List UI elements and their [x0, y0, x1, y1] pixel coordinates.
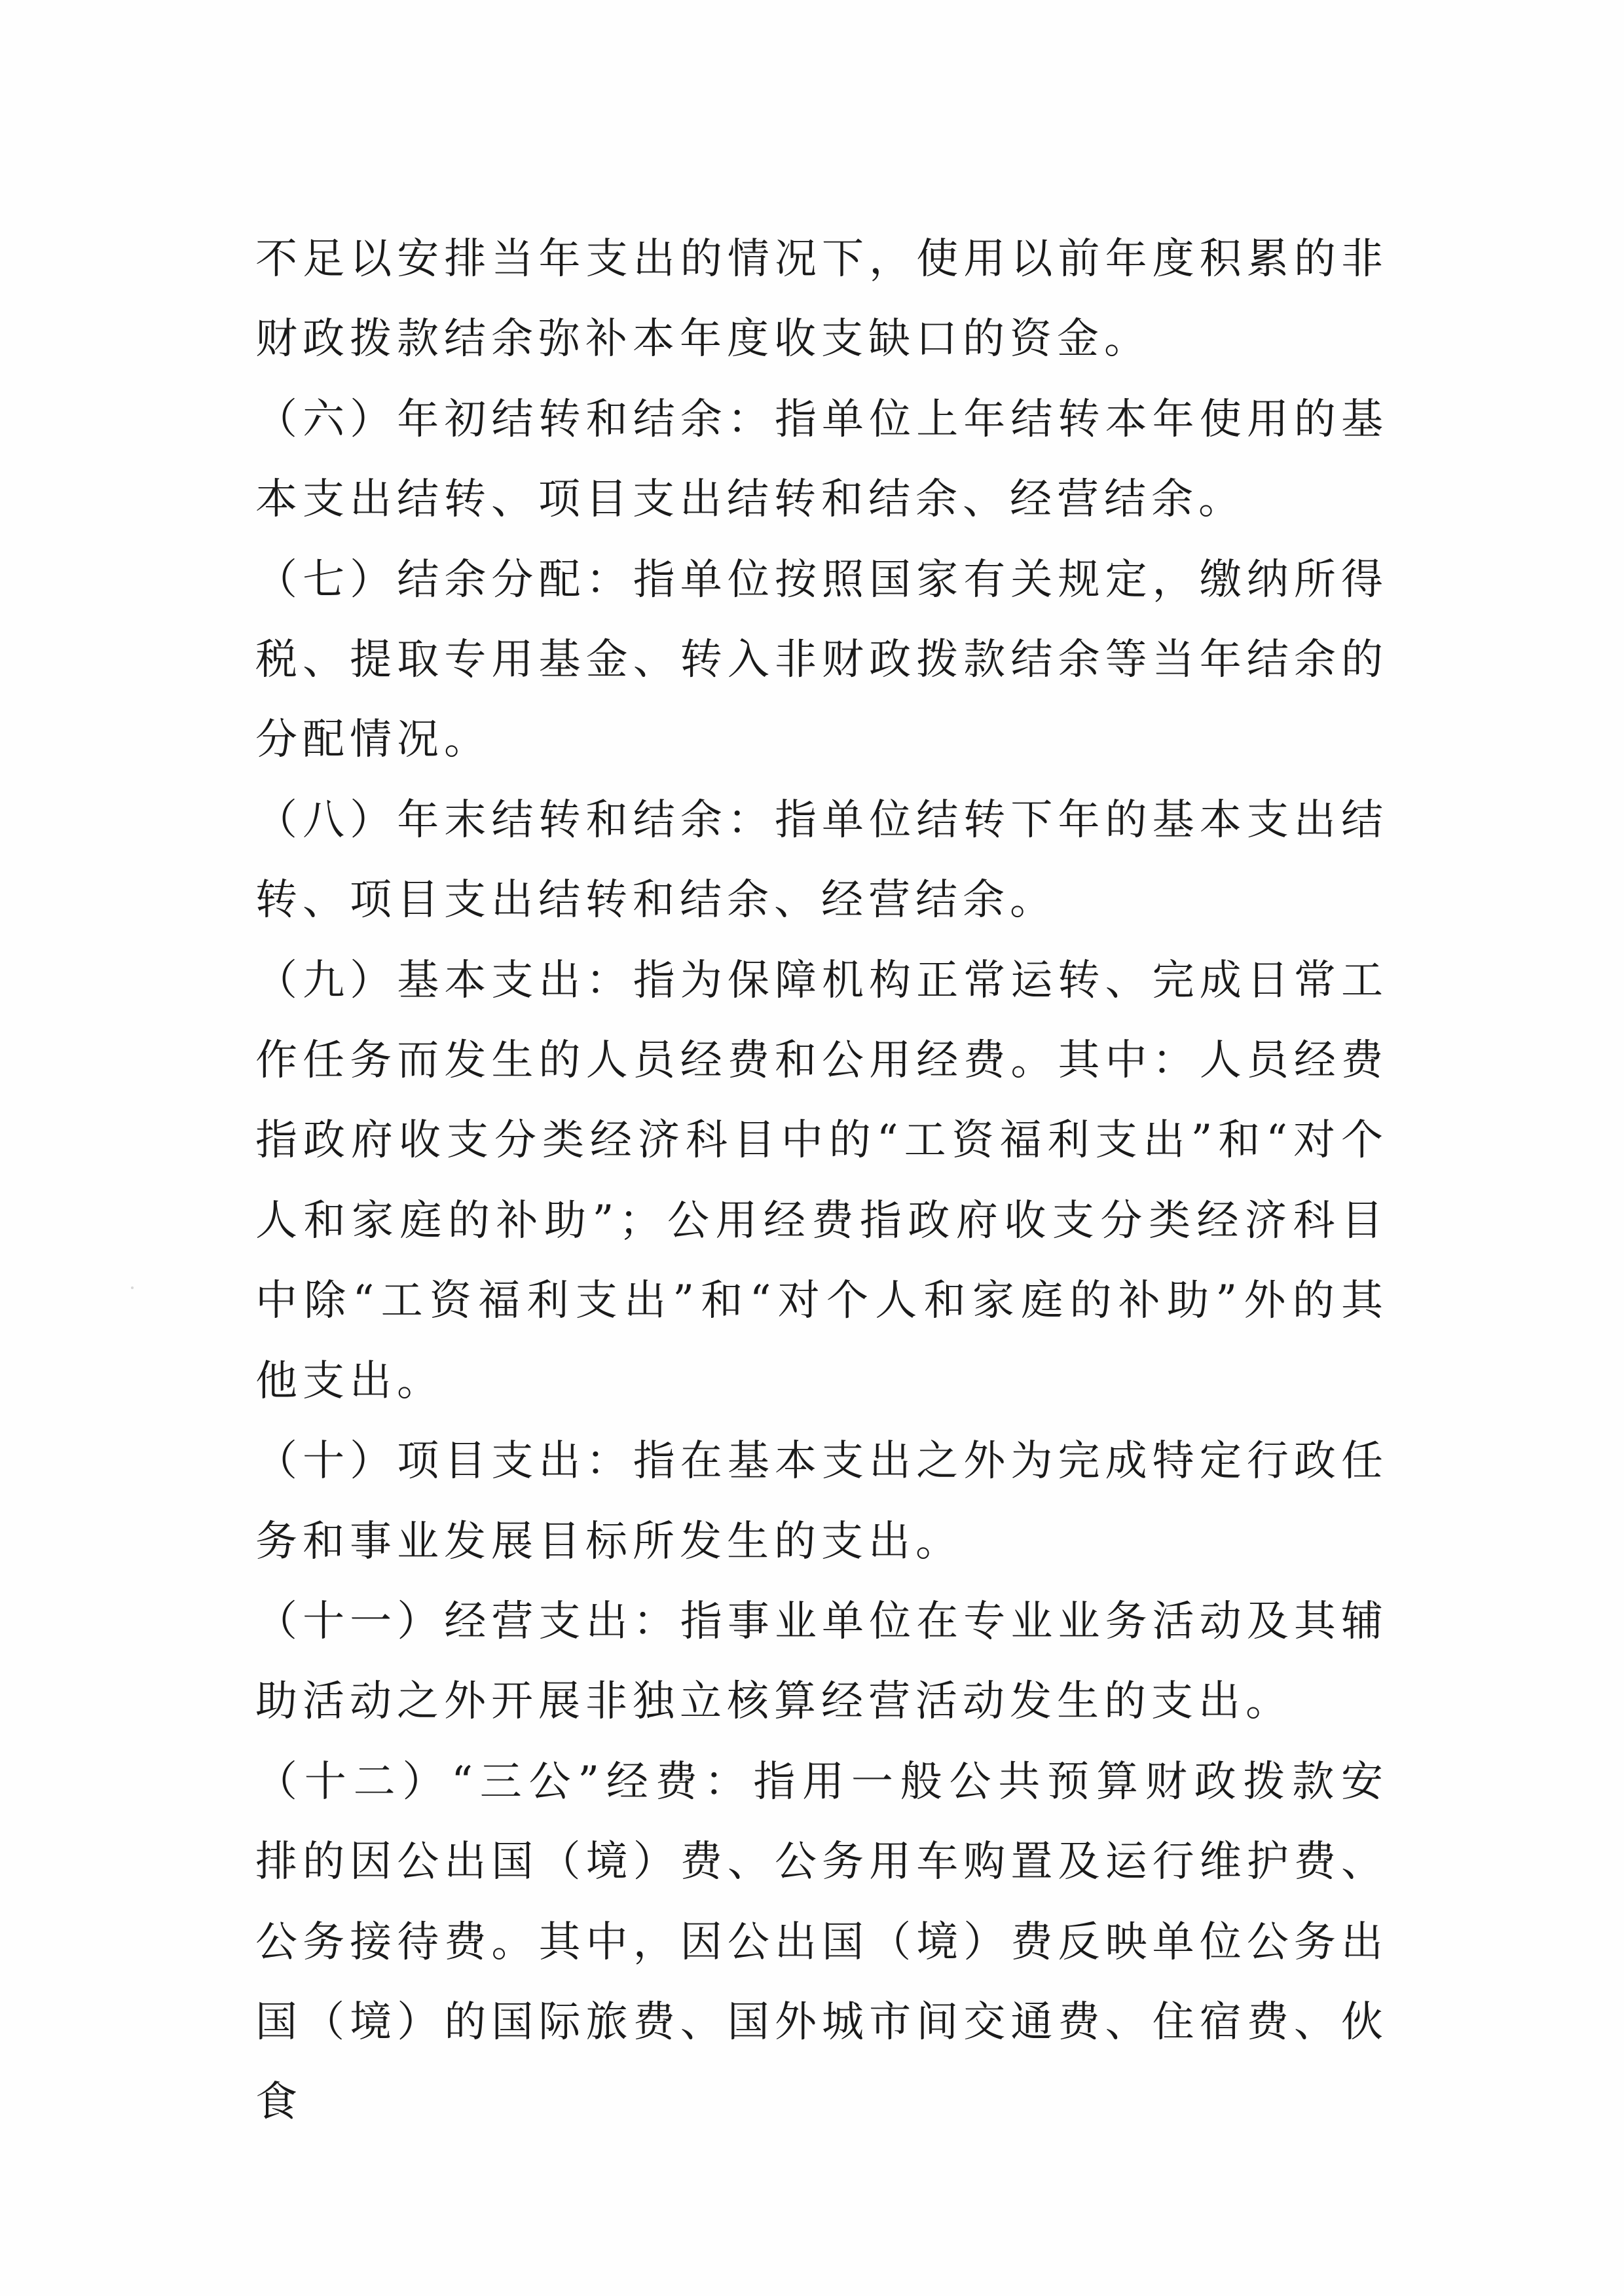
paragraph-item-7: （七）结余分配：指单位按照国家有关规定，缴纳所得税、提取专用基金、转入非财政拨款结余等当年结余的分配情况。 — [255, 555, 1388, 765]
paragraph-item-11: （十一）经营支出：指事业单位在专业业务活动及其辅助活动之外开展非独立核算经营活动发生的支出。 — [255, 1597, 1388, 1726]
paragraph-item-12: （十二）“三公”经费：指用一般公共预算财政拨款安排的因公出国（境）费、公务用车购置及运行维护费、公务接待费。其中，因公出国（境）费反映单位公务出国（境）的国际旅费、国外城市间交通费、住宿费、伙食 — [255, 1757, 1388, 2127]
document-body — [255, 219, 1388, 2143]
paragraph-item-9: （九）基本支出：指为保障机构正常运转、完成日常工作任务而发生的人员经费和公用经费。其中：人员经费指政府收支分类经济科目中的“工资福利支出”和“对个人和家庭的补助”；公用经费指政府收支分类经济科目中除“工资福利支出”和“对个人和家庭的补助”外的其他支出。 — [255, 956, 1388, 1406]
paragraph-item-6: （六）年初结转和结余：指单位上年结转本年使用的基本支出结转、项目支出结转和结余、经营结余。 — [255, 395, 1388, 524]
paragraph-item-10: （十）项目支出：指在基本支出之外为完成特定行政任务和事业发展目标所发生的支出。 — [255, 1437, 1388, 1566]
paragraph-item-8: （八）年末结转和结余：指单位结转下年的基本支出结转、项目支出结转和结余、经营结余。 — [255, 795, 1388, 925]
paragraph-continued-text: 不足以安排当年支出的情况下，使用以前年度积累的非财政拨款结余弥补本年度收支缺口的资金。 — [255, 235, 1388, 364]
scan-speck — [131, 1286, 134, 1289]
